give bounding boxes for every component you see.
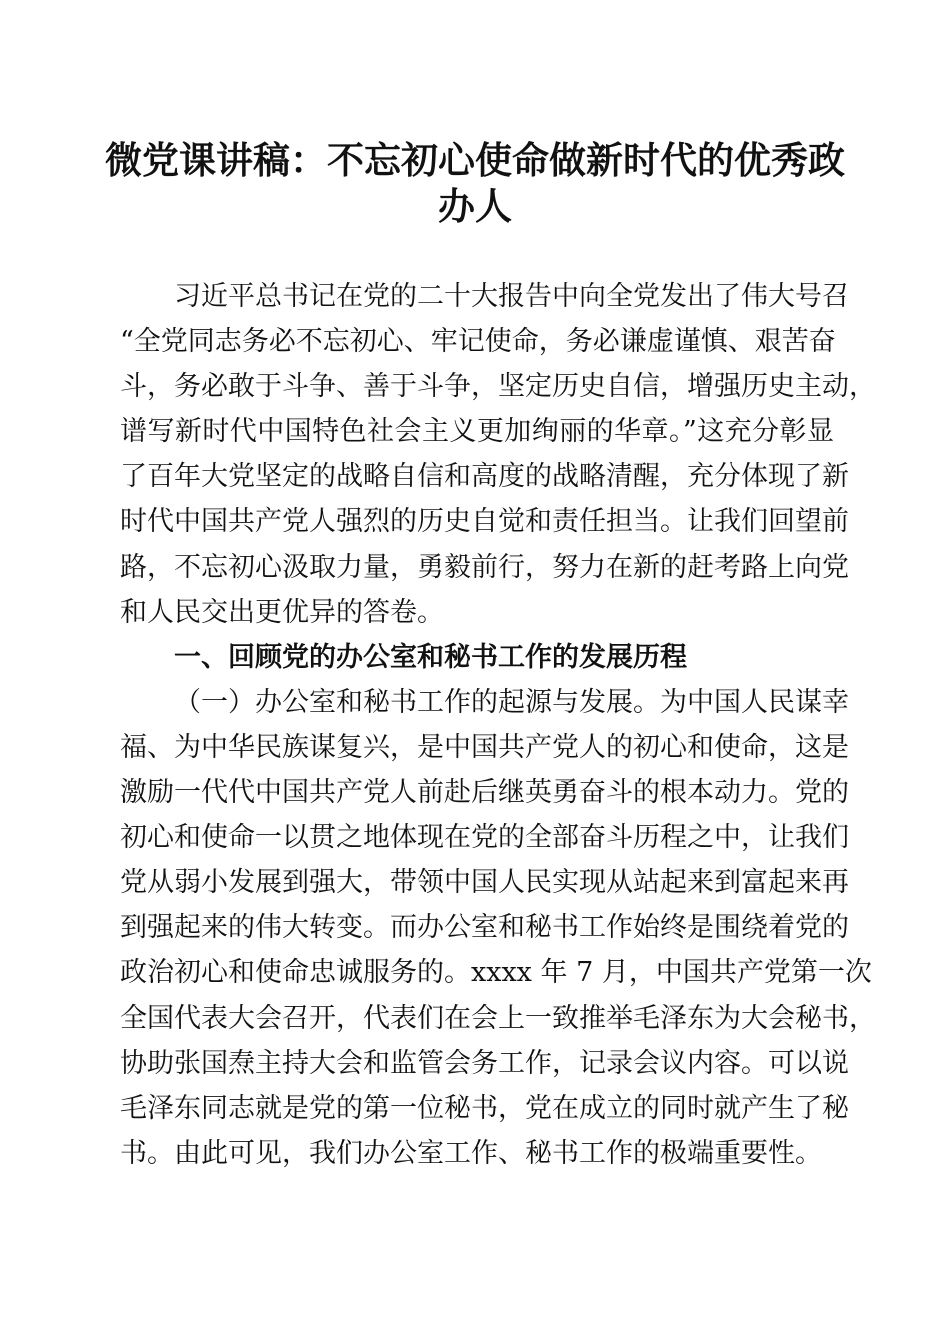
paragraph-line: 全国代表大会召开，代表们在会上一致推举毛泽东为大会秘书， (120, 1002, 876, 1034)
paragraph-line: 书。由此可见，我们办公室工作、秘书工作的极端重要性。 (120, 1137, 822, 1169)
paragraph-line: 路，不忘初心汲取力量，勇毅前行，努力在新的赶考路上向党 (120, 551, 849, 583)
paragraph-line: （一）办公室和秘书工作的起源与发展。为中国人民谋幸 (174, 686, 849, 718)
paragraph-line: 和人民交出更优异的答卷。 (120, 596, 444, 628)
paragraph-line: 了百年大党坚定的战略自信和高度的战略清醒，充分体现了新 (120, 461, 849, 493)
section-heading: 一、回顾党的办公室和秘书工作的发展历程 (174, 641, 687, 673)
paragraph-line: 激励一代代中国共产党人前赴后继英勇奋斗的根本动力。党的 (120, 777, 849, 809)
paragraph-line: 到强起来的伟大转变。而办公室和秘书工作始终是围绕着党的 (120, 912, 849, 944)
paragraph-line: 初心和使命一以贯之地体现在党的全部奋斗历程之中，让我们 (120, 822, 849, 854)
document-title-line-1: 微党课讲稿：不忘初心使命做新时代的优秀政 (105, 138, 845, 182)
document-title-line-2: 办人 (438, 184, 512, 228)
document-title (0, 137, 950, 229)
paragraph-line: “全党同志务必不忘初心、牢记使命，务必谦虚谨慎、艰苦奋 (120, 326, 836, 358)
paragraph-line: 谱写新时代中国特色社会主义更加绚丽的华章。”这充分彰显 (120, 416, 834, 448)
paragraph-line: 党从弱小发展到强大，带领中国人民实现从站起来到富起来再 (120, 867, 849, 899)
paragraph-line: 福、为中华民族谋复兴，是中国共产党人的初心和使命，这是 (120, 731, 849, 763)
paragraph-line: 时代中国共产党人强烈的历史自觉和责任担当。让我们回望前 (120, 506, 849, 538)
paragraph-line: 习近平总书记在党的二十大报告中向全党发出了伟大号召 (174, 281, 849, 312)
paragraph-line: 协助张国焘主持大会和监管会务工作，记录会议内容。可以说 (120, 1047, 849, 1079)
paragraph-line: 斗，务必敢于斗争、善于斗争，坚定历史自信，增强历史主动， (120, 371, 876, 403)
paragraph-line: 政治初心和使命忠诚服务的。xxxx 年 7 月，中国共产党第一次 (120, 957, 872, 989)
document-body (120, 274, 876, 1176)
paragraph-line: 毛泽东同志就是党的第一位秘书，党在成立的同时就产生了秘 (120, 1092, 849, 1124)
